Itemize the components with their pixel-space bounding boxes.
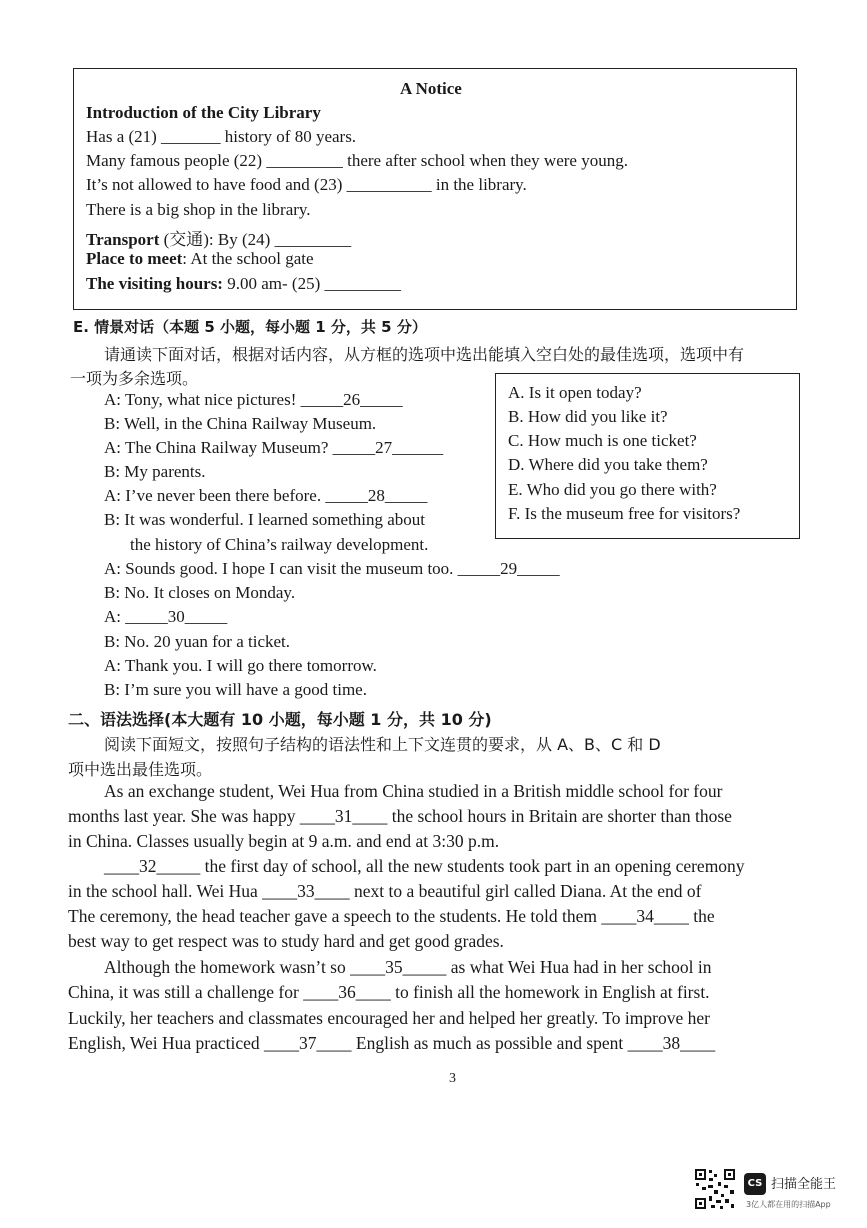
meet-label: Place to meet [86,249,183,268]
notice-meet [86,249,314,269]
notice-line-shop: There is a big shop in the library. [86,200,311,219]
section-two-instruction-2: 项中选出最佳选项。 [68,760,213,779]
dialogue-line: B: Well, in the China Railway Museum. [104,414,377,433]
option-e: E. Who did you go there with? [508,480,717,499]
notice-hours [86,274,401,294]
notice-transport [86,225,351,250]
passage-line: in the school hall. Wei Hua ____33____ next to a beautiful girl called Diana. At the end of [68,881,702,901]
dialogue-line: A: Sounds good. I hope I can visit the museum too. _____29_____ [104,559,560,578]
page-number: 3 [449,1071,456,1086]
transport-rest: (交通): By (24) _________ [159,230,352,249]
passage-line: China, it was still a challenge for ____36____ to finish all the homework in English at first. [68,982,710,1002]
notice-line-22: Many famous people (22) _________ there after school when they were young. [86,151,628,170]
section-e-instruction-2: 一项为多余选项。 [70,369,199,388]
passage-line: months last year. She was happy ____31____ the school hours in Britain are shorter than those [68,806,732,826]
transport-label: Transport [86,230,160,249]
dialogue-line: A: The China Railway Museum? _____27______ [104,438,444,457]
passage-line: Luckily, her teachers and classmates encouraged her and helped her greatly. To improve her [68,1008,710,1028]
qr-code-icon [694,1168,736,1210]
passage-line: ____32_____ the first day of school, all the new students took part in an opening ceremony [104,856,745,876]
dialogue-line: the history of China’s railway development. [130,535,429,554]
scanner-tagline: 3亿人都在用的扫描App [746,1200,831,1209]
passage-line: The ceremony, the head teacher gave a speech to the students. He told them ____34____ the [68,906,715,926]
dialogue-line: B: It was wonderful. I learned something about [104,510,426,529]
passage-line: in China. Classes usually begin at 9 a.m. and end at 3:30 p.m. [68,831,500,851]
option-d: D. Where did you take them? [508,455,708,474]
passage-line: Although the homework wasn’t so ____35_____ as what Wei Hua had in her school in [104,957,712,977]
dialogue-line: B: No. 20 yuan for a ticket. [104,632,291,651]
passage-line: English, Wei Hua practiced ____37____ English as much as possible and spent ____38____ [68,1033,716,1053]
hours-rest: 9.00 am- (25) _________ [222,274,401,293]
dialogue-line: B: My parents. [104,462,206,481]
dialogue-line: A: _____30_____ [104,607,228,626]
dialogue-line: B: No. It closes on Monday. [104,583,296,602]
dialogue-line: B: I’m sure you will have a good time. [104,680,367,699]
notice-title: A Notice [400,79,462,98]
section-two-heading: 二、语法选择(本大题有 10 小题，每小题 1 分，共 10 分) [68,710,492,729]
option-b: B. How did you like it? [508,407,668,426]
notice-line-23: It’s not allowed to have food and (23) __________ in the library. [86,175,527,194]
dialogue-line: A: I’ve never been there before. _____28_____ [104,486,428,505]
option-f: F. Is the museum free for visitors? [508,504,741,523]
notice-line-21: Has a (21) _______ history of 80 years. [86,127,357,146]
notice-heading: Introduction of the City Library [86,103,321,122]
section-two-instruction-1: 阅读下面短文，按照句子结构的语法性和上下文连贯的要求，从 A、B、C 和 D [104,735,661,754]
passage-line: As an exchange student, Wei Hua from China studied in a British middle school for four [104,781,723,801]
hours-label: The visiting hours: [86,274,223,293]
scanner-brand-name: 扫描全能王 [771,1177,837,1192]
option-a: A. Is it open today? [508,383,642,402]
section-e-heading: E. 情景对话（本题 5 小题，每小题 1 分，共 5 分） [73,318,427,336]
section-e-instruction-1: 请通读下面对话，根据对话内容，从方框的选项中选出能填入空白处的最佳选项，选项中有 [104,345,745,364]
camscanner-logo: CS [744,1173,766,1195]
dialogue-line: A: Thank you. I will go there tomorrow. [104,656,377,675]
passage-line: best way to get respect was to study hard and get good grades. [68,931,504,951]
dialogue-line: A: Tony, what nice pictures! _____26_____ [104,390,403,409]
meet-rest: : At the school gate [182,249,314,268]
option-c: C. How much is one ticket? [508,431,697,450]
